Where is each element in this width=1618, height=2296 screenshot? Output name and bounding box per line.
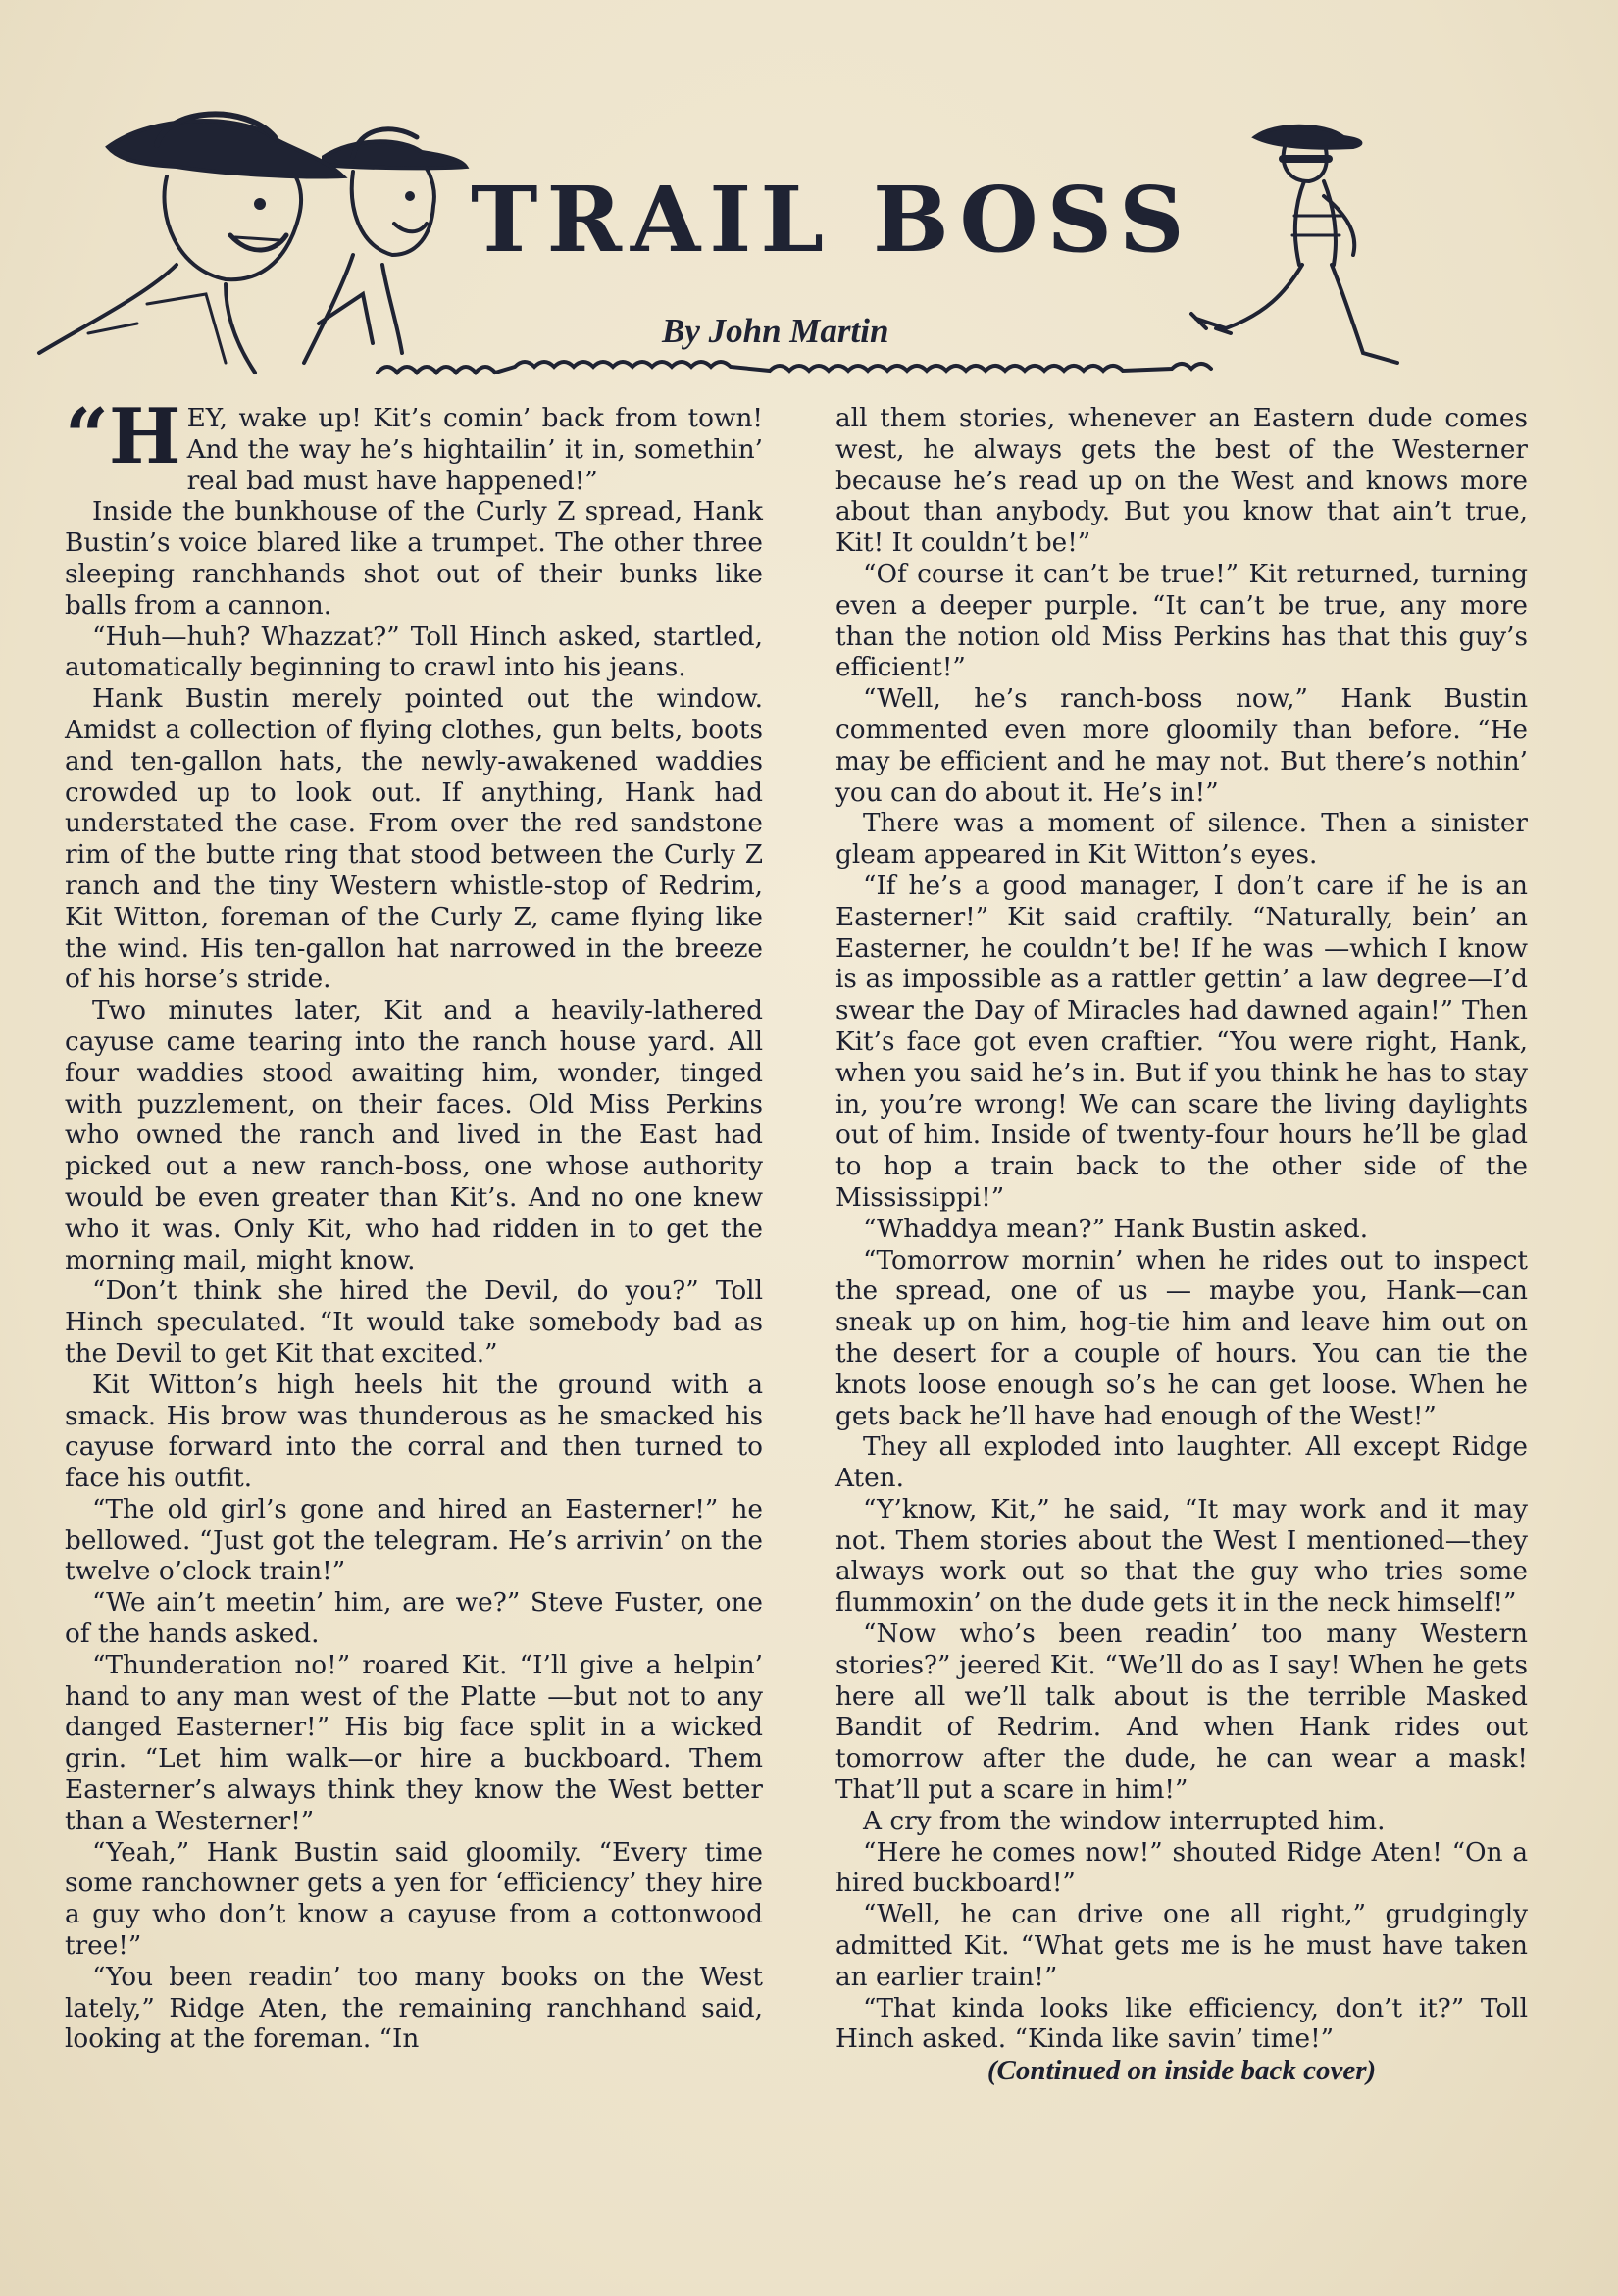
paragraph: “Thunderation no!” roared Kit. “I’ll give a helpin’ hand to any man west of the Platte —but not to any danged Easterner!” His big face split in a wicked grin. “Let him walk—or hire a buckboard. Them Easterner’s always think they know the West better than a Westerner!” <box>65 1650 763 1836</box>
byline: By John Martin <box>662 312 889 350</box>
paragraph: “Don’t think she hired the Devil, do you?” Toll Hinch speculated. “It would take somebody bad as the Devil to get Kit that excited.” <box>65 1276 763 1369</box>
paragraph: “Well, he can drive one all right,” grudgingly admitted Kit. “What gets me is he must have taken an earlier train!” <box>835 1900 1528 1992</box>
masked-bandit-illustration <box>1187 118 1422 382</box>
paragraph: Kit Witton’s high heels hit the ground with a smack. His brow was thunderous as he smacked his cayuse forward into the corral and then turned to face his outfit. <box>65 1370 763 1494</box>
left-column <box>65 392 763 2056</box>
paragraph: “You been readin’ too many books on the West lately,” Ridge Aten, the remaining ranchhand said, looking at the foreman. “In <box>65 1962 763 2055</box>
paragraph: “The old girl’s gone and hired an Easterner!” he bellowed. “Just got the telegram. He’s arrivin’ on the twelve o’clock train!” <box>65 1494 763 1587</box>
paragraph: “Huh—huh? Whazzat?” Toll Hinch asked, startled, automatically beginning to crawl into his jeans. <box>65 622 763 683</box>
paragraph <box>65 392 763 497</box>
ground-squiggle <box>373 345 1402 384</box>
paragraph: There was a moment of silence. Then a sinister gleam appeared in Kit Witton’s eyes. <box>835 809 1528 871</box>
paragraph: “Yeah,” Hank Bustin said gloomily. “Every time some ranchowner gets a yen for ‘efficiency’ they hire a guy who don’t know a cayuse from a cottonwood tree!” <box>65 1837 763 1962</box>
paragraph: “Tomorrow mornin’ when he rides out to inspect the spread, one of us — maybe you, Hank—can sneak up on him, hog-tie him and leave him out on the desert for a couple of hours. You can tie the knots loose enough so’s he can get loose. When he gets back he’ll have had enough of the West!” <box>835 1245 1528 1431</box>
paragraph: “If he’s a good manager, I don’t care if he is an Easterner!” Kit said craftily. “Naturally, bein’ an Easterner, he couldn’t be! If he was —which I know is as impossible as a rattler gettin’ a law degree—I’d swear the Day of Miracles had dawned again!” Then Kit’s face got even craftier. “You were right, Hank, when you said he’s in. But if you think he has to stay in, you’re wrong! We can scare the living daylights out of him. Inside of twenty-four hours he’ll be glad to hop a train back to the other side of the Mississippi!” <box>835 871 1528 1213</box>
paragraph: “We ain’t meetin’ him, are we?” Steve Fuster, one of the hands asked. <box>65 1588 763 1650</box>
paragraph: Hank Bustin merely pointed out the window. Amidst a collection of flying clothes, gun belts, boots and ten-gallon hats, the newly-awakened waddies crowded up to look out. If anything, Hank had understated the case. From over the red sandstone rim of the butte ring that stood between the Curly Z ranch and the tiny Western whistle-stop of Redrim, Kit Witton, foreman of the Curly Z, came flying like the wind. His ten-gallon hat narrowed in the breeze of his horse’s stride. <box>65 684 763 995</box>
paragraph: Two minutes later, Kit and a heavily-lathered cayuse came tearing into the ranch house yard. All four waddies stood awaiting him, wonder, tinged with puzzlement, on their faces. Old Miss Perkins who owned the ranch and lived in the East had picked out a new ranch-boss, one whose authority would be even greater than Kit’s. And no one knew who it was. Only Kit, who had ridden in to get the morning mail, might know. <box>65 996 763 1275</box>
paragraph: “Whaddya mean?” Hank Bustin asked. <box>863 1214 1369 1244</box>
paragraph: They all exploded into laughter. All except Ridge Aten. <box>835 1432 1528 1494</box>
right-column <box>835 404 1528 2087</box>
paragraph: A cry from the window interrupted him. <box>863 1806 1386 1836</box>
paragraph-text: EY, wake up! Kit’s comin’ back from town! And the way he’s hightailin’ it in, somethin’ real bad must have happened!” <box>186 404 763 496</box>
paragraph: “Now who’s been readin’ too many Western stories?” jeered Kit. “We’ll do as I say! When he gets here all we’ll talk about is the terrible Masked Bandit of Redrim. And when Hank rides out tomorrow after the dude, he can wear a mask! That’ll put a scare in him!” <box>835 1620 1528 1806</box>
paragraph: all them stories, whenever an Eastern dude comes west, he always gets the best of the Westerner because he’s read up on the West and knows more about than anybody. But you know that ain’t true, Kit! It couldn’t be!” <box>835 404 1528 559</box>
story-title: TRAIL BOSS <box>471 167 1193 273</box>
paragraph: “Here he comes now!” shouted Ridge Aten! “On a hired buckboard!” <box>835 1837 1528 1899</box>
cowboys-illustration <box>29 98 480 382</box>
paragraph: “Y’know, Kit,” he said, “It may work and it may not. Them stories about the West I mentioned—they always work out so that the guy who tries some flummoxin’ on the dude gets it in the neck himself!” <box>835 1494 1528 1619</box>
paragraph: Inside the bunkhouse of the Curly Z spread, Hank Bustin’s voice blared like a trumpet. The other three sleeping ranchhands shot out of their bunks like balls from a cannon. <box>65 497 763 621</box>
drop-cap: “H <box>65 392 181 481</box>
paragraph: “Of course it can’t be true!” Kit returned, turning even a deeper purple. “It can’t be true, any more than the notion old Miss Perkins has that this guy’s efficient!” <box>835 559 1528 683</box>
continued-note: (Continued on inside back cover) <box>986 2055 1377 2087</box>
paragraph: “That kinda looks like efficiency, don’t it?” Toll Hinch asked. “Kinda like savin’ time!” <box>835 1993 1528 2055</box>
paragraph: “Well, he’s ranch-boss now,” Hank Bustin commented even more gloomily than before. “He may be efficient and he may not. But there’s nothin’ you can do about it. He’s in!” <box>835 684 1528 808</box>
